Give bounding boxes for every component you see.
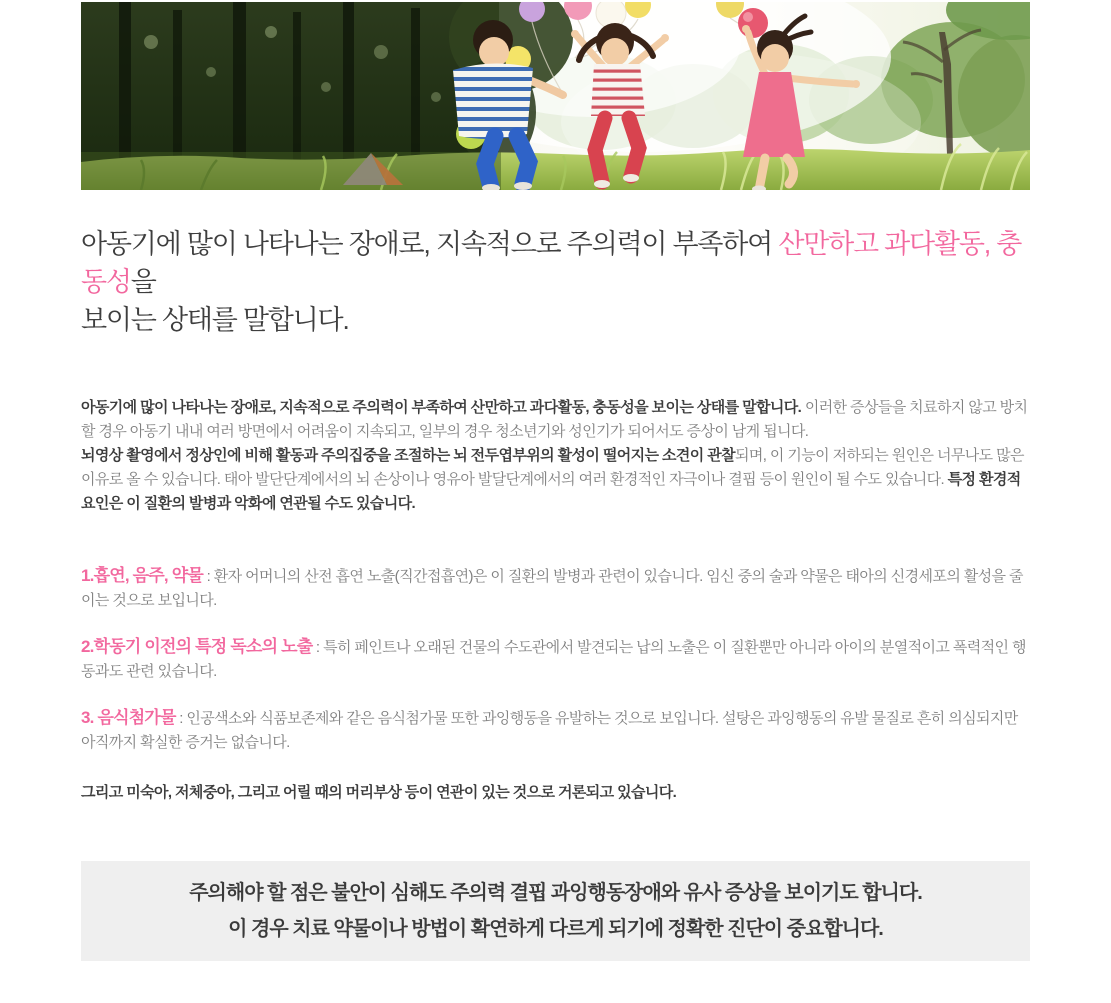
paragraph-regular: 되며, 이 기능이 저하되는 원인은 너무나도 많은 이유로 올 수 있습니다. 태아 발단단계에서의 뇌 손상이나 영유아 발달단계에서의 여러 환경적인 자극이나 결핍 등이 원인이 될 수도 있습니다.	[81, 447, 1024, 488]
cause-title: 3. 음식첨가물	[81, 708, 176, 727]
paragraph-bold: 뇌영상 촬영에서 정상인에 비해 활동과 주의집중을 조절하는 뇌 전두엽부위의 활성이 떨어지는 소견이 관찰	[81, 447, 735, 464]
title-text: 아동기에 많이 나타나는 장애로, 지속적으로 주의력이 부족하여	[81, 229, 779, 259]
title-highlight: 산만하고 과다활동, 충동성	[81, 229, 1022, 297]
notice-line2: 이 경우 치료 약물이나 방법이 확연하게 다르게 되기에 정확한 진단이 중요합니다.	[228, 918, 883, 940]
page-title	[81, 225, 1030, 339]
cause-text: 특히 페인트나 오래된 건물의 수도관에서 발견되는 납의 노출은 이 질환뿐만 아니라 아이의 분열적이고 폭력적인 행동과도 관련 있습니다.	[81, 639, 1026, 680]
hero-image	[81, 2, 1030, 190]
title-line2: 보이는 상태를 말합니다.	[81, 305, 349, 335]
hero-illustration	[81, 2, 1030, 190]
cause-title: 2.학동기 이전의 특정 독소의 노출	[81, 637, 313, 656]
page	[0, 2, 1111, 1003]
cause-text: 환자 어머니의 산전 흡연 노출(직간접흡연)은 이 질환의 발병과 관련이 있습니다. 임신 중의 술과 약물은 태아의 신경세포의 활성을 줄이는 것으로 보입니다.	[81, 568, 1023, 609]
cause-item-toxin	[81, 635, 1030, 684]
title-suffix: 을	[130, 267, 156, 297]
causes-section	[81, 564, 1030, 805]
cause-item-smoking	[81, 564, 1030, 613]
paragraph-bold: 특정 환경적 요인은 이 질환의 발병과 악화에 연관될 수도 있습니다.	[81, 471, 1021, 512]
cause-separator: :	[175, 710, 187, 727]
paragraph-regular: 이러한 증상들을 치료하지 않고 방치할 경우 아동기 내내 여러 방면에서 어려움이 지속되고, 일부의 경우 청소년기와 성인기가 되어서도 증상이 남게 됩니다.	[81, 399, 1028, 440]
caution-notice-box	[81, 861, 1030, 961]
notice-line1: 주의해야 할 점은 불안이 심해도 주의력 결핍 과잉행동장애와 유사 증상을 보이기도 합니다.	[189, 882, 922, 904]
additional-factors-text: 그리고 미숙아, 저체중아, 그리고 어릴 때의 머리부상 등이 연관이 있는 것으로 거론되고 있습니다.	[81, 784, 677, 801]
paragraph-brain	[81, 444, 1030, 516]
content-column	[81, 2, 1030, 1003]
paragraph-symptoms	[81, 396, 1030, 444]
cause-item-additives	[81, 706, 1030, 755]
cause-title: 1.흡연, 음주, 약물	[81, 566, 204, 585]
cause-text: 인공색소와 식품보존제와 같은 음식첨가물 또한 과잉행동을 유발하는 것으로 보입니다. 설탕은 과잉행동의 유발 물질로 흔히 의심되지만 아직까지 확실한 증거는 없습니다.	[81, 710, 1018, 751]
paragraph-bold: 아동기에 많이 나타나는 장애로, 지속적으로 주의력이 부족하여 산만하고 과다활동, 충동성을 보이는 상태를 말합니다.	[81, 399, 802, 416]
cause-separator: :	[312, 639, 324, 656]
cause-separator: :	[203, 568, 214, 585]
description-section	[81, 396, 1030, 516]
bottom-spacer	[81, 961, 1030, 1003]
